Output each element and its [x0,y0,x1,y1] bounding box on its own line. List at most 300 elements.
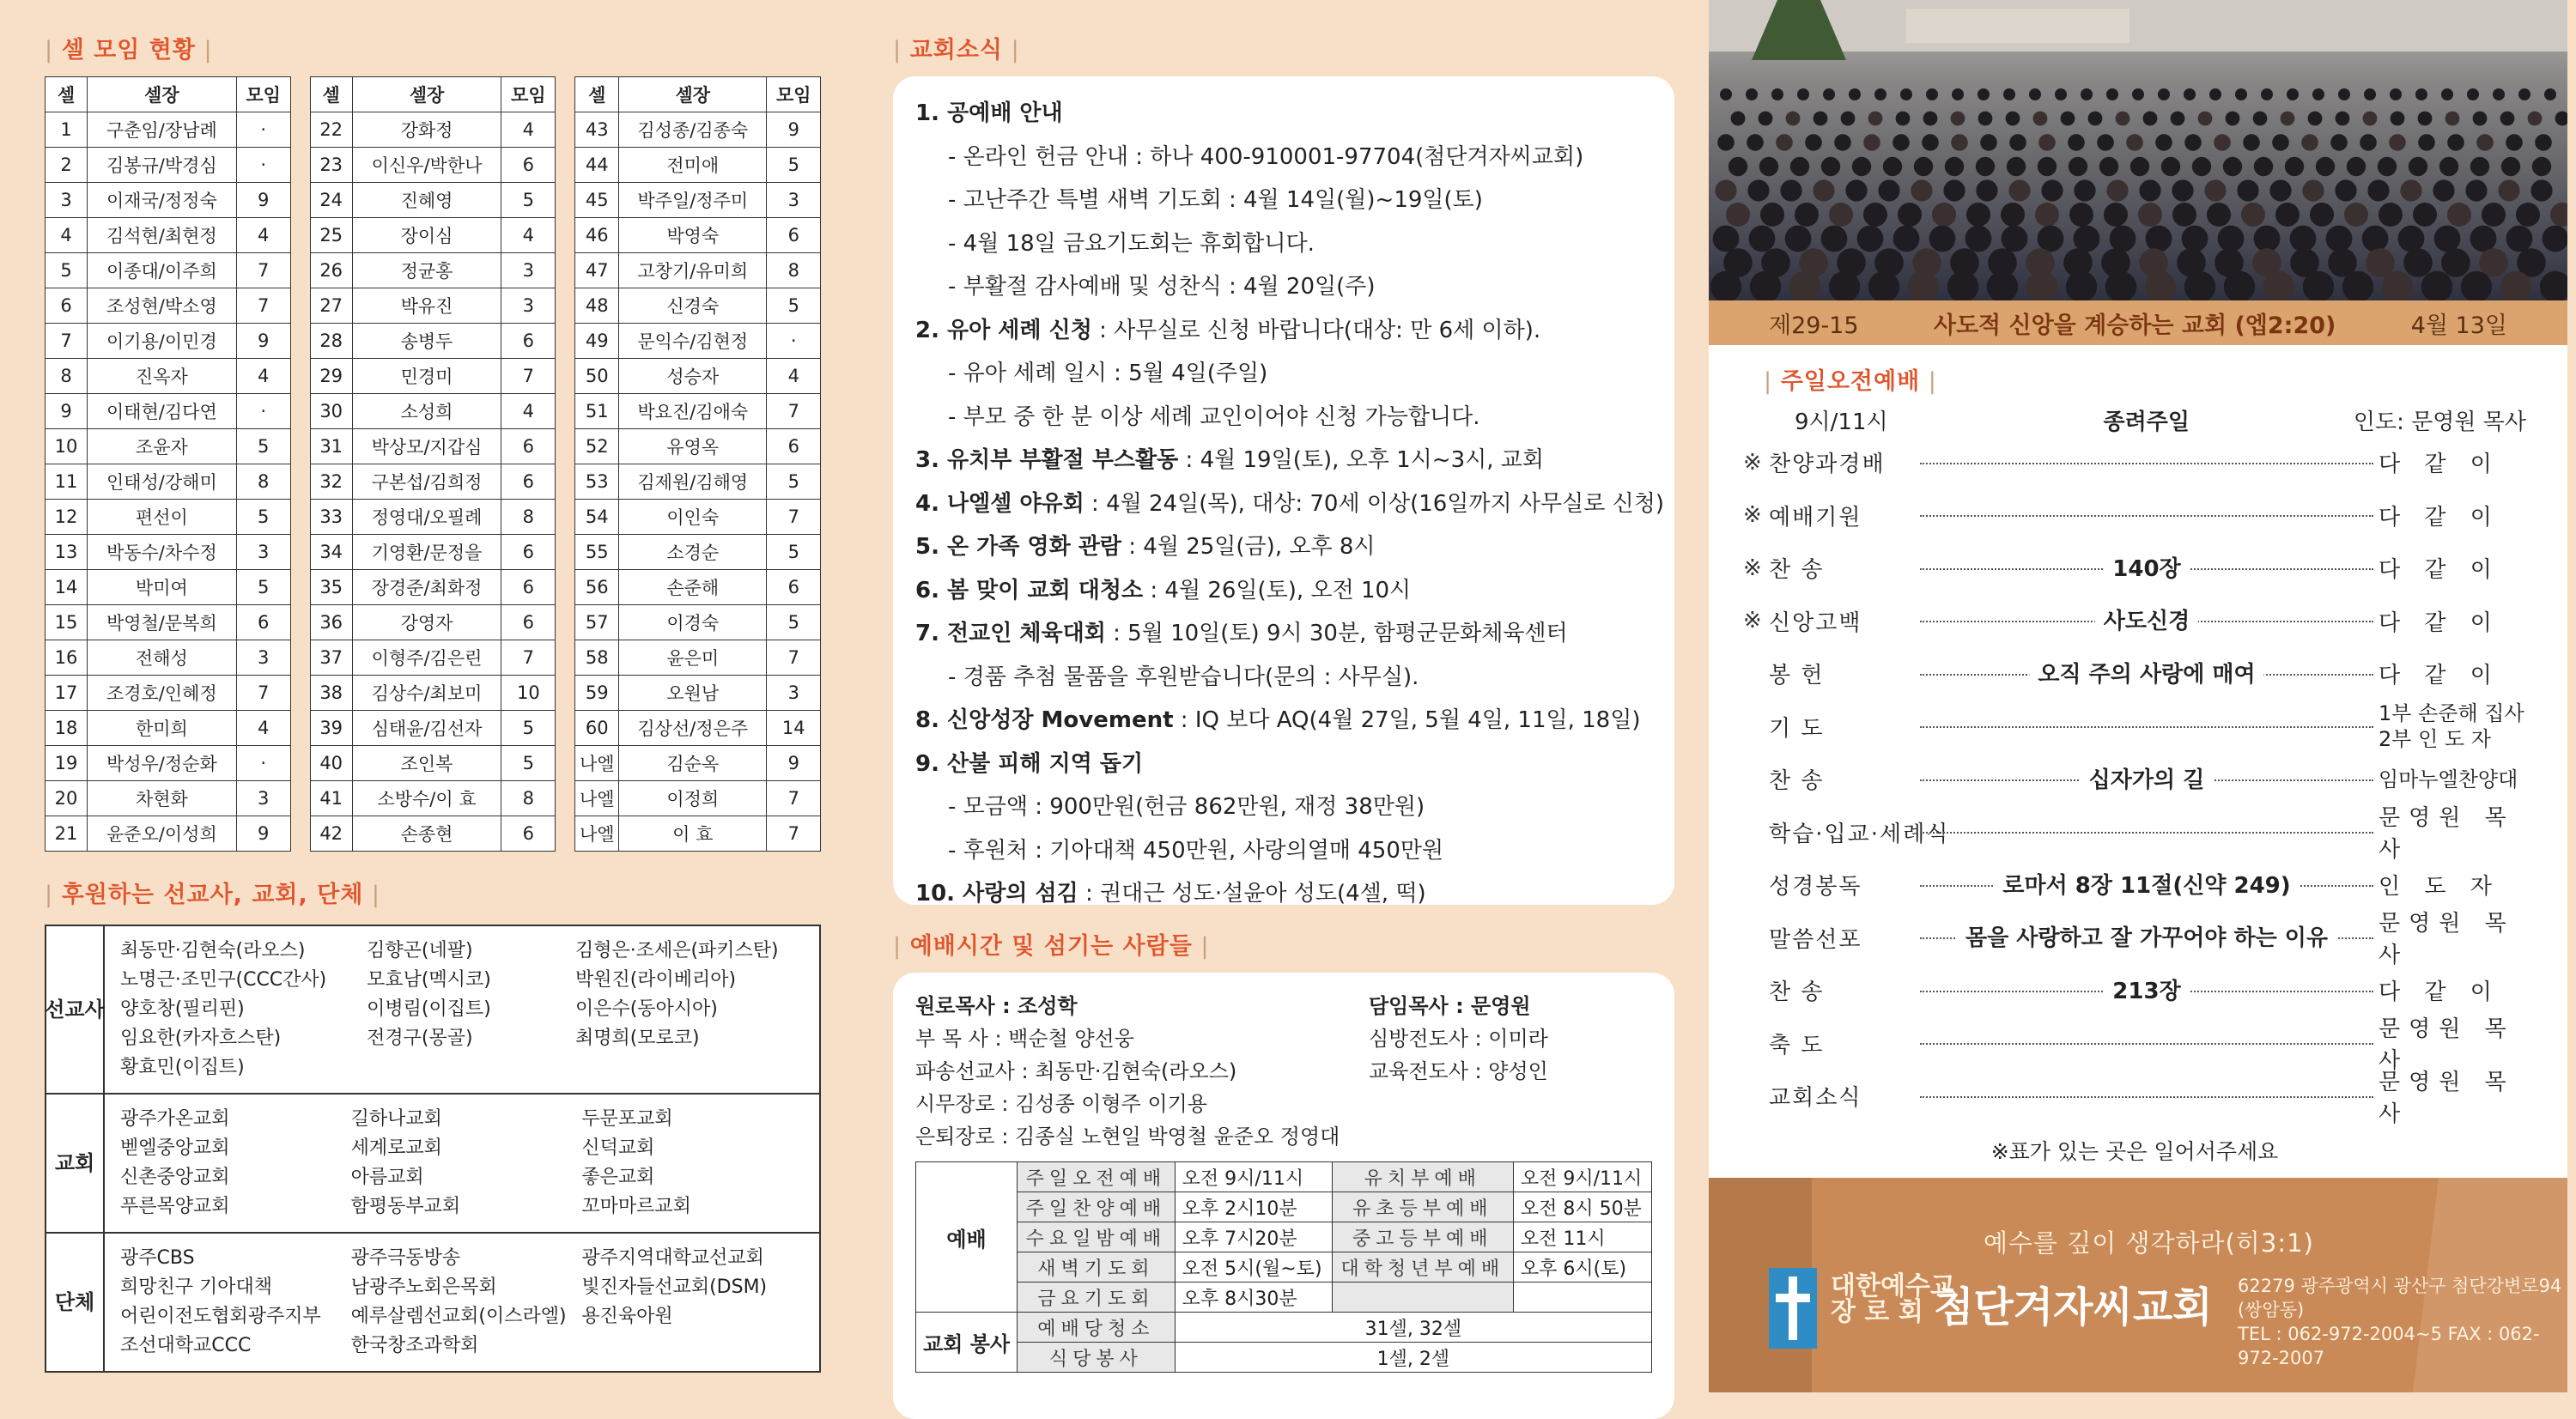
cell-number: 49 [575,324,619,359]
cell-row [310,183,556,218]
support-item: 함평동부교회 [350,1196,461,1217]
support-item: 임요한(카자흐스탄) [120,1028,282,1049]
service-time: 오후 8시30분 [1175,1283,1332,1313]
cell-attendance: 4 [767,359,821,394]
support-item: 최명희(모로코) [574,1028,700,1049]
cell-attendance: 7 [501,359,556,394]
cell-attendance: 4 [236,218,290,253]
cell-leader: 문익수/김현정 [619,324,767,359]
cell-number: 53 [575,464,619,500]
order-item-content: 로마서 8장 11절(신약 249) [1994,868,2299,900]
service-time: 오후 2시10분 [1175,1192,1332,1222]
cell-attendance: 7 [767,816,821,852]
issue-banner [1709,300,2567,345]
denomination: 대한예수교 장 로 회 [1831,1271,1955,1327]
cell-row [575,535,821,570]
cell-leader: 진혜영 [352,183,501,218]
cell-number: 51 [575,394,619,429]
cell-row [575,148,821,183]
cell-leader: 이 효 [619,816,767,852]
news-box [893,76,1674,905]
service-name: 유치부예배 [1332,1162,1513,1192]
serve-row [916,1343,1652,1373]
support-table [45,925,821,1373]
cell-leader: 소경순 [619,535,767,570]
service-name: 중고등부예배 [1332,1222,1513,1252]
cell-attendance: 6 [767,570,821,605]
cell-attendance: 9 [767,112,821,148]
support-item: 광주지역대학교선교회 [581,1247,764,1269]
service-name: 주일찬양예배 [1018,1192,1176,1222]
cell-number: 4 [46,218,88,253]
cell-number: 44 [575,148,619,183]
order-item-person: 다 같 이 [2379,663,2500,689]
cell-number: 18 [46,711,88,746]
support-item: 신촌중앙교회 [120,1167,230,1188]
serve-group-label: 교회 봉사 [916,1313,1018,1373]
worship-row [916,1283,1652,1313]
news-item [915,525,1652,569]
cell-number: 31 [310,429,352,464]
cell-leader: 장이심 [352,218,501,253]
cell-leader: 박영철/문복희 [88,605,237,640]
cell-row [46,429,291,464]
cell-row [46,500,291,535]
cell-attendance: 6 [501,816,556,852]
cell-number: 11 [46,464,88,500]
order-item-person: 다 같 이 [2379,504,2500,531]
order-item-content: 십자가의 길 [2081,762,2214,794]
cell-attendance: 7 [767,781,821,816]
cell-number: 16 [46,640,88,676]
cell-row [46,746,291,781]
cell-status-title: | 셀 모임 현황 | [45,37,213,64]
support-item: 노명근·조민구(CCC간사) [120,969,327,991]
cell-number: 27 [310,288,352,324]
cell-number: 35 [310,570,352,605]
support-item: 이은수(동아시아) [574,998,718,1020]
cell-number: 40 [310,746,352,781]
cell-leader: 손준해 [619,570,767,605]
support-group-items [105,1234,819,1371]
cell-row [310,429,556,464]
verse-text: 예수를 깊이 생각하라(히3:1) [1984,1228,2314,1258]
cell-number: 48 [575,288,619,324]
news-item [915,309,1652,353]
cell-attendance: 9 [236,183,290,218]
order-item-person: 문영원 목사 [2379,911,2515,969]
church-address: 62279 광주광역시 광산구 첨단강변로94 (쌍암동) TEL : 062-972-2004~5 FAX : 062-972-2007 [2238,1276,2562,1368]
cell-leader: 신경숙 [619,288,767,324]
cell-attendance: 5 [767,148,821,183]
support-item: 아름교회 [350,1167,424,1188]
cell-number: 1 [46,112,88,148]
cell-row [575,605,821,640]
cell-number: 34 [310,535,352,570]
cell-attendance: 7 [236,288,290,324]
middle-panel [859,0,1709,1392]
service-leader: 인도: 문영원 목사 [2353,409,2526,435]
cell-number: 33 [310,500,352,535]
order-item-name: 축 도 [1769,1032,1825,1058]
cell-number: 5 [46,253,88,288]
order-item-person: 인 도 자 [2379,874,2500,901]
order-row [1743,700,2526,754]
cell-leader: 민경미 [352,359,501,394]
cell-leader: 이태현/김다연 [88,394,237,429]
cell-row [310,464,556,500]
leader-dots [1920,830,2373,834]
cell-leader: 조경호/인혜정 [88,676,237,711]
support-title: | 후원하는 선교사, 교회, 단체 | [45,882,380,908]
service-name: 수요일밤예배 [1018,1222,1176,1252]
support-group-label: 단 체 [46,1234,105,1371]
news-item [915,872,1652,916]
cell-row [46,676,291,711]
news-subitem: - 후원처 : 기아대책 450만원, 사랑의열매 450만원 [948,837,1444,864]
cell-leader: 이정희 [619,781,767,816]
church-motto: 사도적 신앙을 계승하는 교회 (엡2:20) [1933,312,2336,339]
cell-row [310,500,556,535]
cell-leader: 성승자 [619,359,767,394]
cell-leader: 손종현 [352,816,501,852]
cell-number: 58 [575,640,619,676]
cell-row [46,570,291,605]
cell-leader: 정균홍 [352,253,501,288]
order-row [1743,911,2526,969]
cell-attendance: 4 [501,394,556,429]
worship-row [916,1222,1652,1252]
cell-number: 56 [575,570,619,605]
support-item: 조선대학교CCC [120,1335,252,1356]
support-item: 희망친구 기아대책 [120,1276,273,1298]
cell-row [575,711,821,746]
cell-leader: 정영대/오필례 [352,500,501,535]
left-panel [0,0,859,1392]
cell-number: 10 [46,429,88,464]
service-name [1332,1283,1513,1313]
news-subitem: - 온라인 헌금 안내 : 하나 400-910001-97704(첨단겨자씨교회) [948,143,1584,170]
order-row [1743,595,2526,648]
news-item [915,439,1652,482]
cell-attendance: 6 [501,148,556,183]
support-item: 좋은교회 [581,1167,655,1188]
support-group [46,1095,819,1234]
cell-row [575,112,821,148]
cell-row [46,711,291,746]
support-item: 신덕교회 [581,1137,655,1159]
cell-attendance: 6 [501,570,556,605]
order-item-person: 1부 손준해 집사 2부 인 도 자 [2379,701,2524,752]
cell-leader: 소성희 [352,394,501,429]
cell-attendance: · [236,112,290,148]
support-item: 이병림(이집트) [367,998,491,1020]
news-item-detail: : 4월 25일(금), 오후 8시 [1121,534,1376,560]
cell-row [46,324,291,359]
news-item-detail: : 권대근 성도·설윤아 성도(4셀, 떡) [1078,881,1426,907]
cell-row [310,253,556,288]
news-item [915,699,1652,743]
cell-leader: 박미여 [88,570,237,605]
cell-number: 42 [310,816,352,852]
cell-row [310,746,556,781]
cell-row [310,605,556,640]
cell-attendance: 4 [236,359,290,394]
order-item-content: 사도신경 [2095,603,2198,635]
service-title: | 주일오전예배 | [1764,368,1937,395]
leader-dots [1920,725,2373,728]
cell-attendance: 5 [767,288,821,324]
standing-note: ※표가 있는 곳은 일어서주세요 [1990,1138,2279,1164]
cell-attendance: 7 [236,253,290,288]
church-name: 첨단겨자씨교회 [1934,1283,2213,1331]
cell-number: 14 [46,570,88,605]
service-name: 새벽기도회 [1018,1252,1176,1283]
support-item: 광주가온교회 [120,1108,230,1130]
standing-mark: ※ [1743,608,1762,634]
cell-number: 나엘 [575,781,619,816]
cell-number: 47 [575,253,619,288]
news-item-detail: : 4월 24일(목), 대상: 70세 이상(16일까지 사무실로 신청) [1084,490,1665,517]
news-item [915,743,1652,786]
cell-number: 57 [575,605,619,640]
cell-attendance: 5 [236,429,290,464]
cell-row [310,711,556,746]
column-header: 셀 [310,77,352,112]
order-item-name: 찬양과경배 [1769,452,1886,478]
cell-tables [45,76,821,852]
support-item: 김형은·조세은(파키스탄) [574,940,779,961]
order-item-name: 말씀선포 [1769,926,1862,953]
service-name: 금요기도회 [1018,1283,1176,1313]
cell-leader: 장경준/최화정 [352,570,501,605]
column-header: 셀 [575,77,619,112]
order-item-person: 다 같 이 [2379,557,2500,584]
cell-attendance: 7 [767,500,821,535]
service-time [1513,1283,1651,1313]
cell-row [46,288,291,324]
standing-mark: ※ [1743,555,1762,581]
cell-number: 7 [46,324,88,359]
order-list [1743,436,2526,1127]
cell-leader: 이재국/정정숙 [88,183,237,218]
cell-attendance: 5 [236,500,290,535]
serve-duty: 식당봉사 [1018,1343,1176,1373]
cell-table-header [575,77,821,112]
cell-table-header [46,77,291,112]
news-item-detail: : 4월 26일(토), 오전 10시 [1143,577,1412,603]
order-item-content: 오직 주의 사랑에 매여 [2029,657,2263,688]
news-item-detail: : IQ 보다 AQ(4월 27일, 5월 4일, 11일, 18일) [1173,707,1641,733]
cell-row [310,324,556,359]
cell-leader: 김제원/김해영 [619,464,767,500]
cell-number: 22 [310,112,352,148]
cell-number: 38 [310,676,352,711]
worship-row [916,1192,1652,1222]
cell-attendance: 4 [501,112,556,148]
cell-attendance: 9 [236,816,290,852]
cell-number: 24 [310,183,352,218]
news-item-label: 1. 공예배 안내 [915,100,1063,126]
cell-attendance: 3 [501,253,556,288]
cell-attendance: 8 [501,781,556,816]
cell-number: 13 [46,535,88,570]
service-table [915,1161,1652,1373]
cell-row [575,746,821,781]
cell-leader: 강화정 [352,112,501,148]
news-subitem: - 고난주간 특별 새벽 기도회 : 4월 14일(월)~19일(토) [948,187,1483,213]
cell-row [46,218,291,253]
cell-attendance: 5 [236,570,290,605]
cell-attendance: 5 [501,746,556,781]
cell-leader: 한미희 [88,711,237,746]
support-group-label: 교 회 [46,1095,105,1232]
cell-attendance: 6 [767,218,821,253]
leader-dots [1920,767,2373,793]
cell-row [46,183,291,218]
cell-attendance: 6 [501,535,556,570]
order-row [1743,1069,2526,1127]
cell-row [46,781,291,816]
news-item [915,482,1665,526]
worship-group-label: 예배 [916,1162,1018,1313]
cell-row [310,394,556,429]
service-time: 오전 9시/11시 [1175,1162,1332,1192]
cell-leader: 전해성 [88,640,237,676]
cell-attendance: · [767,324,821,359]
support-item: 최동만·김현숙(라오스) [120,940,306,961]
cell-leader: 박성우/정순화 [88,746,237,781]
cell-row [575,394,821,429]
news-item-label: 10. 사랑의 섬김 [915,881,1078,907]
news-item-label: 2. 유아 세례 신청 [915,317,1092,343]
cell-row [310,288,556,324]
cell-row [46,112,291,148]
cell-attendance: 6 [236,605,290,640]
staff-entry: 파송선교사 : 최동만·김현숙(라오스) [915,1059,1237,1083]
news-item-label: 4. 나엘셀 야유회 [915,490,1084,517]
issue-number: 제29-15 [1769,312,1859,339]
times-title: | 예배시간 및 섬기는 사람들 | [893,933,1210,960]
cell-leader: 박주일/정주미 [619,183,767,218]
cell-row [310,781,556,816]
news-item-detail: : 사무실로 신청 바랍니다(대상: 만 6세 이하). [1091,317,1541,343]
column-header: 셀장 [619,77,767,112]
cell-row [310,640,556,676]
cell-row [575,676,821,711]
news-item-label: 8. 신앙성장 Movement [915,707,1174,733]
cell-attendance: 7 [767,394,821,429]
cell-leader: 강영자 [352,605,501,640]
staff-entry: 교육전도사 : 양성인 [1369,1059,1548,1083]
column-header: 모임 [236,77,290,112]
cell-attendance: 9 [767,746,821,781]
cell-table [45,76,291,852]
cell-row [575,183,821,218]
cell-number: 3 [46,183,88,218]
column-header: 모임 [767,77,821,112]
news-item [915,569,1652,613]
cell-attendance: 6 [501,605,556,640]
cell-attendance: 5 [767,535,821,570]
support-group-label: 선 교 사 [46,926,105,1093]
congregation-photo [1709,0,2567,300]
cell-attendance: · [236,148,290,183]
cell-leader: 조성현/박소영 [88,288,237,324]
news-item [915,92,1652,136]
service-time: 오전 5시(월~토) [1175,1252,1332,1283]
cell-leader: 구본섭/김희정 [352,464,501,500]
cell-number: 39 [310,711,352,746]
cell-leader: 김상수/최보미 [352,676,501,711]
cell-number: 50 [575,359,619,394]
cell-number: 8 [46,359,88,394]
news-item-label: 7. 전교인 체육대회 [915,621,1106,646]
cell-leader: 박동수/차수정 [88,535,237,570]
cell-leader: 조윤자 [88,429,237,464]
news-item-label: 6. 봄 맞이 교회 대청소 [915,577,1144,603]
cell-leader: 이인숙 [619,500,767,535]
order-row [1743,1016,2526,1075]
service-name: 주일오전예배 [1018,1162,1176,1192]
order-item-name: 찬 송 [1769,979,1825,1006]
cell-leader: 편선이 [88,500,237,535]
cell-number: 41 [310,781,352,816]
staff-entry: 담임목사 : 문영원 [1369,994,1531,1018]
cell-number: 9 [46,394,88,429]
cell-row [575,464,821,500]
cell-row [310,570,556,605]
support-group [46,1234,819,1371]
service-time: 오전 8시 50분 [1513,1192,1651,1222]
issue-date: 4월 13일 [2410,312,2507,339]
cell-number: 25 [310,218,352,253]
cell-row [310,535,556,570]
support-item: 길하나교회 [350,1108,442,1130]
order-item-person: 다 같 이 [2379,979,2500,1006]
leader-dots [1920,555,2373,582]
cell-row [575,640,821,676]
cell-row [46,148,291,183]
cell-number: 12 [46,500,88,535]
leader-dots [1920,978,2373,1004]
service-header [1743,404,2526,436]
cell-row [575,781,821,816]
cell-row [310,148,556,183]
cell-leader: 이형주/김은린 [352,640,501,676]
cell-table-header [310,77,556,112]
cell-attendance: 3 [236,781,290,816]
order-item-name: 교회소식 [1769,1085,1862,1112]
cell-number: 60 [575,711,619,746]
order-item-name: 학습·입교·세례식 [1769,821,1950,847]
cell-leader: 송병두 [352,324,501,359]
cell-number: 29 [310,359,352,394]
order-item-person: 문영원 목사 [2379,805,2515,864]
support-item: 박원진(라이베리아) [574,969,737,991]
support-item: 빛진자들선교회(DSM) [581,1276,768,1298]
support-item: 꼬마마르교회 [581,1196,691,1217]
news-item-label: 3. 유치부 부활절 부스활동 [915,447,1179,473]
cell-row [310,218,556,253]
support-item: 광주극동방송 [350,1247,461,1269]
cell-leader: 인태성/강해미 [88,464,237,500]
cell-leader: 이경숙 [619,605,767,640]
cell-number: 59 [575,676,619,711]
cell-number: 30 [310,394,352,429]
cell-attendance: 10 [501,676,556,711]
cell-number: 6 [46,288,88,324]
